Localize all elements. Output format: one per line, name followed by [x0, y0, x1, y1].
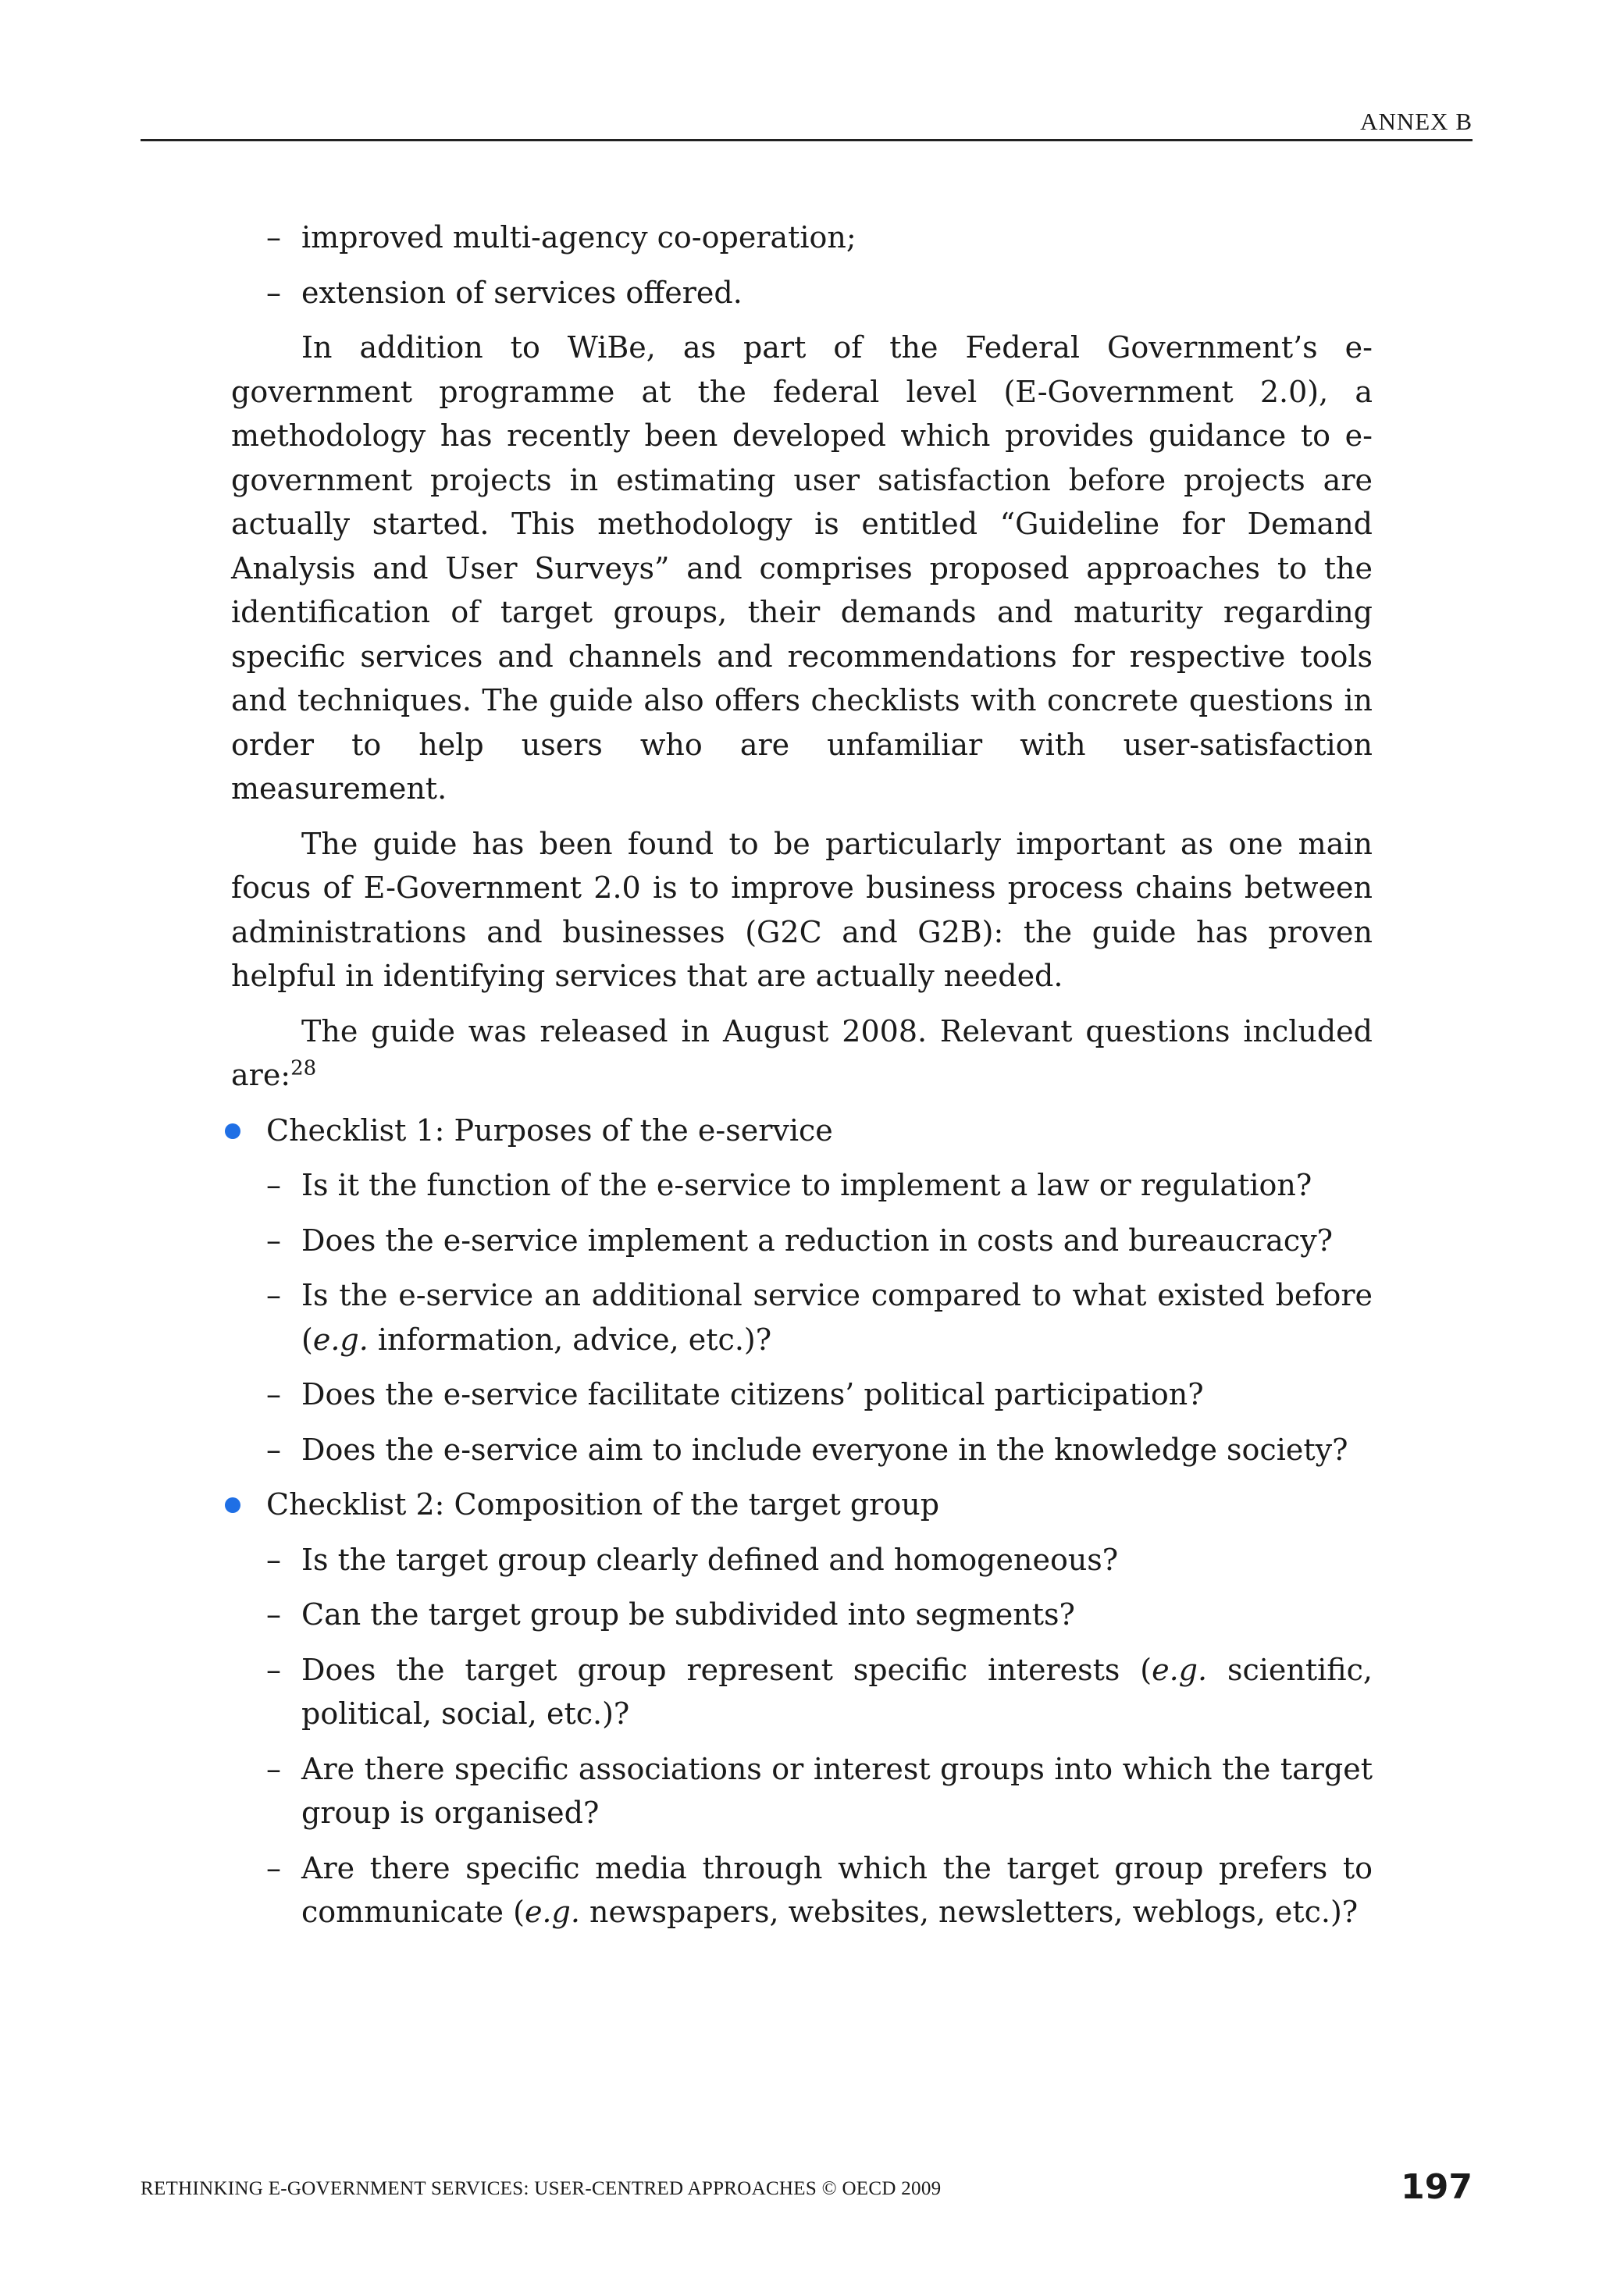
paragraph: The guide was released in August 2008. Relevant questions included are:$^{28}$ — [231, 1013, 1373, 1092]
dash-marker: – — [266, 220, 281, 255]
dash-marker: – — [266, 1377, 281, 1411]
list-item: – improved multi-agency co-operation; — [231, 215, 1373, 260]
dash-marker: – — [266, 1432, 281, 1467]
checklist-heading: Checklist 1: Purposes of the e-service — [231, 1109, 1373, 1153]
dash-marker: – — [266, 1652, 281, 1687]
dash-marker: – — [266, 1223, 281, 1258]
header-rule — [141, 139, 1473, 141]
dash-marker: – — [266, 275, 281, 310]
dash-marker: – — [266, 1751, 281, 1786]
bullet-icon — [225, 1123, 240, 1139]
page-number: 197 — [1401, 2167, 1473, 2207]
list-item: – Is the target group clearly defined and homogeneous? — [231, 1538, 1373, 1582]
dash-marker: – — [266, 1168, 281, 1202]
footer-copyright: RETHINKING E-GOVERNMENT SERVICES: USER-CENTRED APPROACHES © OECD 2009 — [141, 2178, 942, 2199]
checklist-heading: Checklist 2: Composition of the target group — [231, 1483, 1373, 1527]
dash-marker: – — [266, 1597, 281, 1632]
dash-marker: – — [266, 1850, 281, 1885]
list-item: – Is it the function of the e-service to implement a law or regulation? — [231, 1163, 1373, 1208]
list-item: – Does the e-service facilitate citizens’ political participation? — [231, 1372, 1373, 1417]
running-header: ANNEX B — [1360, 108, 1473, 135]
list-item: – Does the e-service aim to include everyone in the knowledge society? — [231, 1428, 1373, 1472]
list-item: – Are there specific media through which the target group prefers to communicate (e.g. newspapers, websites, newsletters, weblogs, etc.)? — [231, 1846, 1373, 1935]
list-item: – Can the target group be subdivided into segments? — [231, 1593, 1373, 1637]
dash-marker: – — [266, 1542, 281, 1577]
footnote-ref[interactable]: 28 — [290, 1056, 317, 1080]
body-content — [231, 215, 1373, 1945]
list-item: – Does the target group represent specific interests (e.g. scientific, political, social, etc.)? — [231, 1648, 1373, 1736]
list-item: – Is the e-service an additional service compared to what existed before (e.g. information, advice, etc.)? — [231, 1273, 1373, 1362]
list-item: – Are there specific associations or interest groups into which the target group is organised? — [231, 1747, 1373, 1835]
paragraph: The guide has been found to be particularly important as one main focus of E-Government 2.0 is to improve business process chains between administrations and businesses (G2C and G2B): the guide has proven helpful in identifying services that are actually needed. — [231, 826, 1373, 993]
dash-marker: – — [266, 1278, 281, 1312]
list-item: – Does the e-service implement a reduction in costs and bureaucracy? — [231, 1219, 1373, 1263]
bullet-icon — [225, 1497, 240, 1513]
list-item: – extension of services offered. — [231, 271, 1373, 315]
paragraph: In addition to WiBe, as part of the Federal Government’s e-government programme at the federal level (E-Government 2.0), a methodology has recently been developed which provides guidance to e-government projects in estimating user satisfaction before projects are actually started. This methodology is entitled “Guideline for Demand Analysis and User Surveys” and comprises proposed approaches to the identification of target groups, their demands and maturity regarding specific services and channels and recommendations for respective tools and techniques. The guide also offers checklists with concrete questions in order to help users who are unfamiliar with user-satisfaction measurement. — [231, 330, 1373, 806]
